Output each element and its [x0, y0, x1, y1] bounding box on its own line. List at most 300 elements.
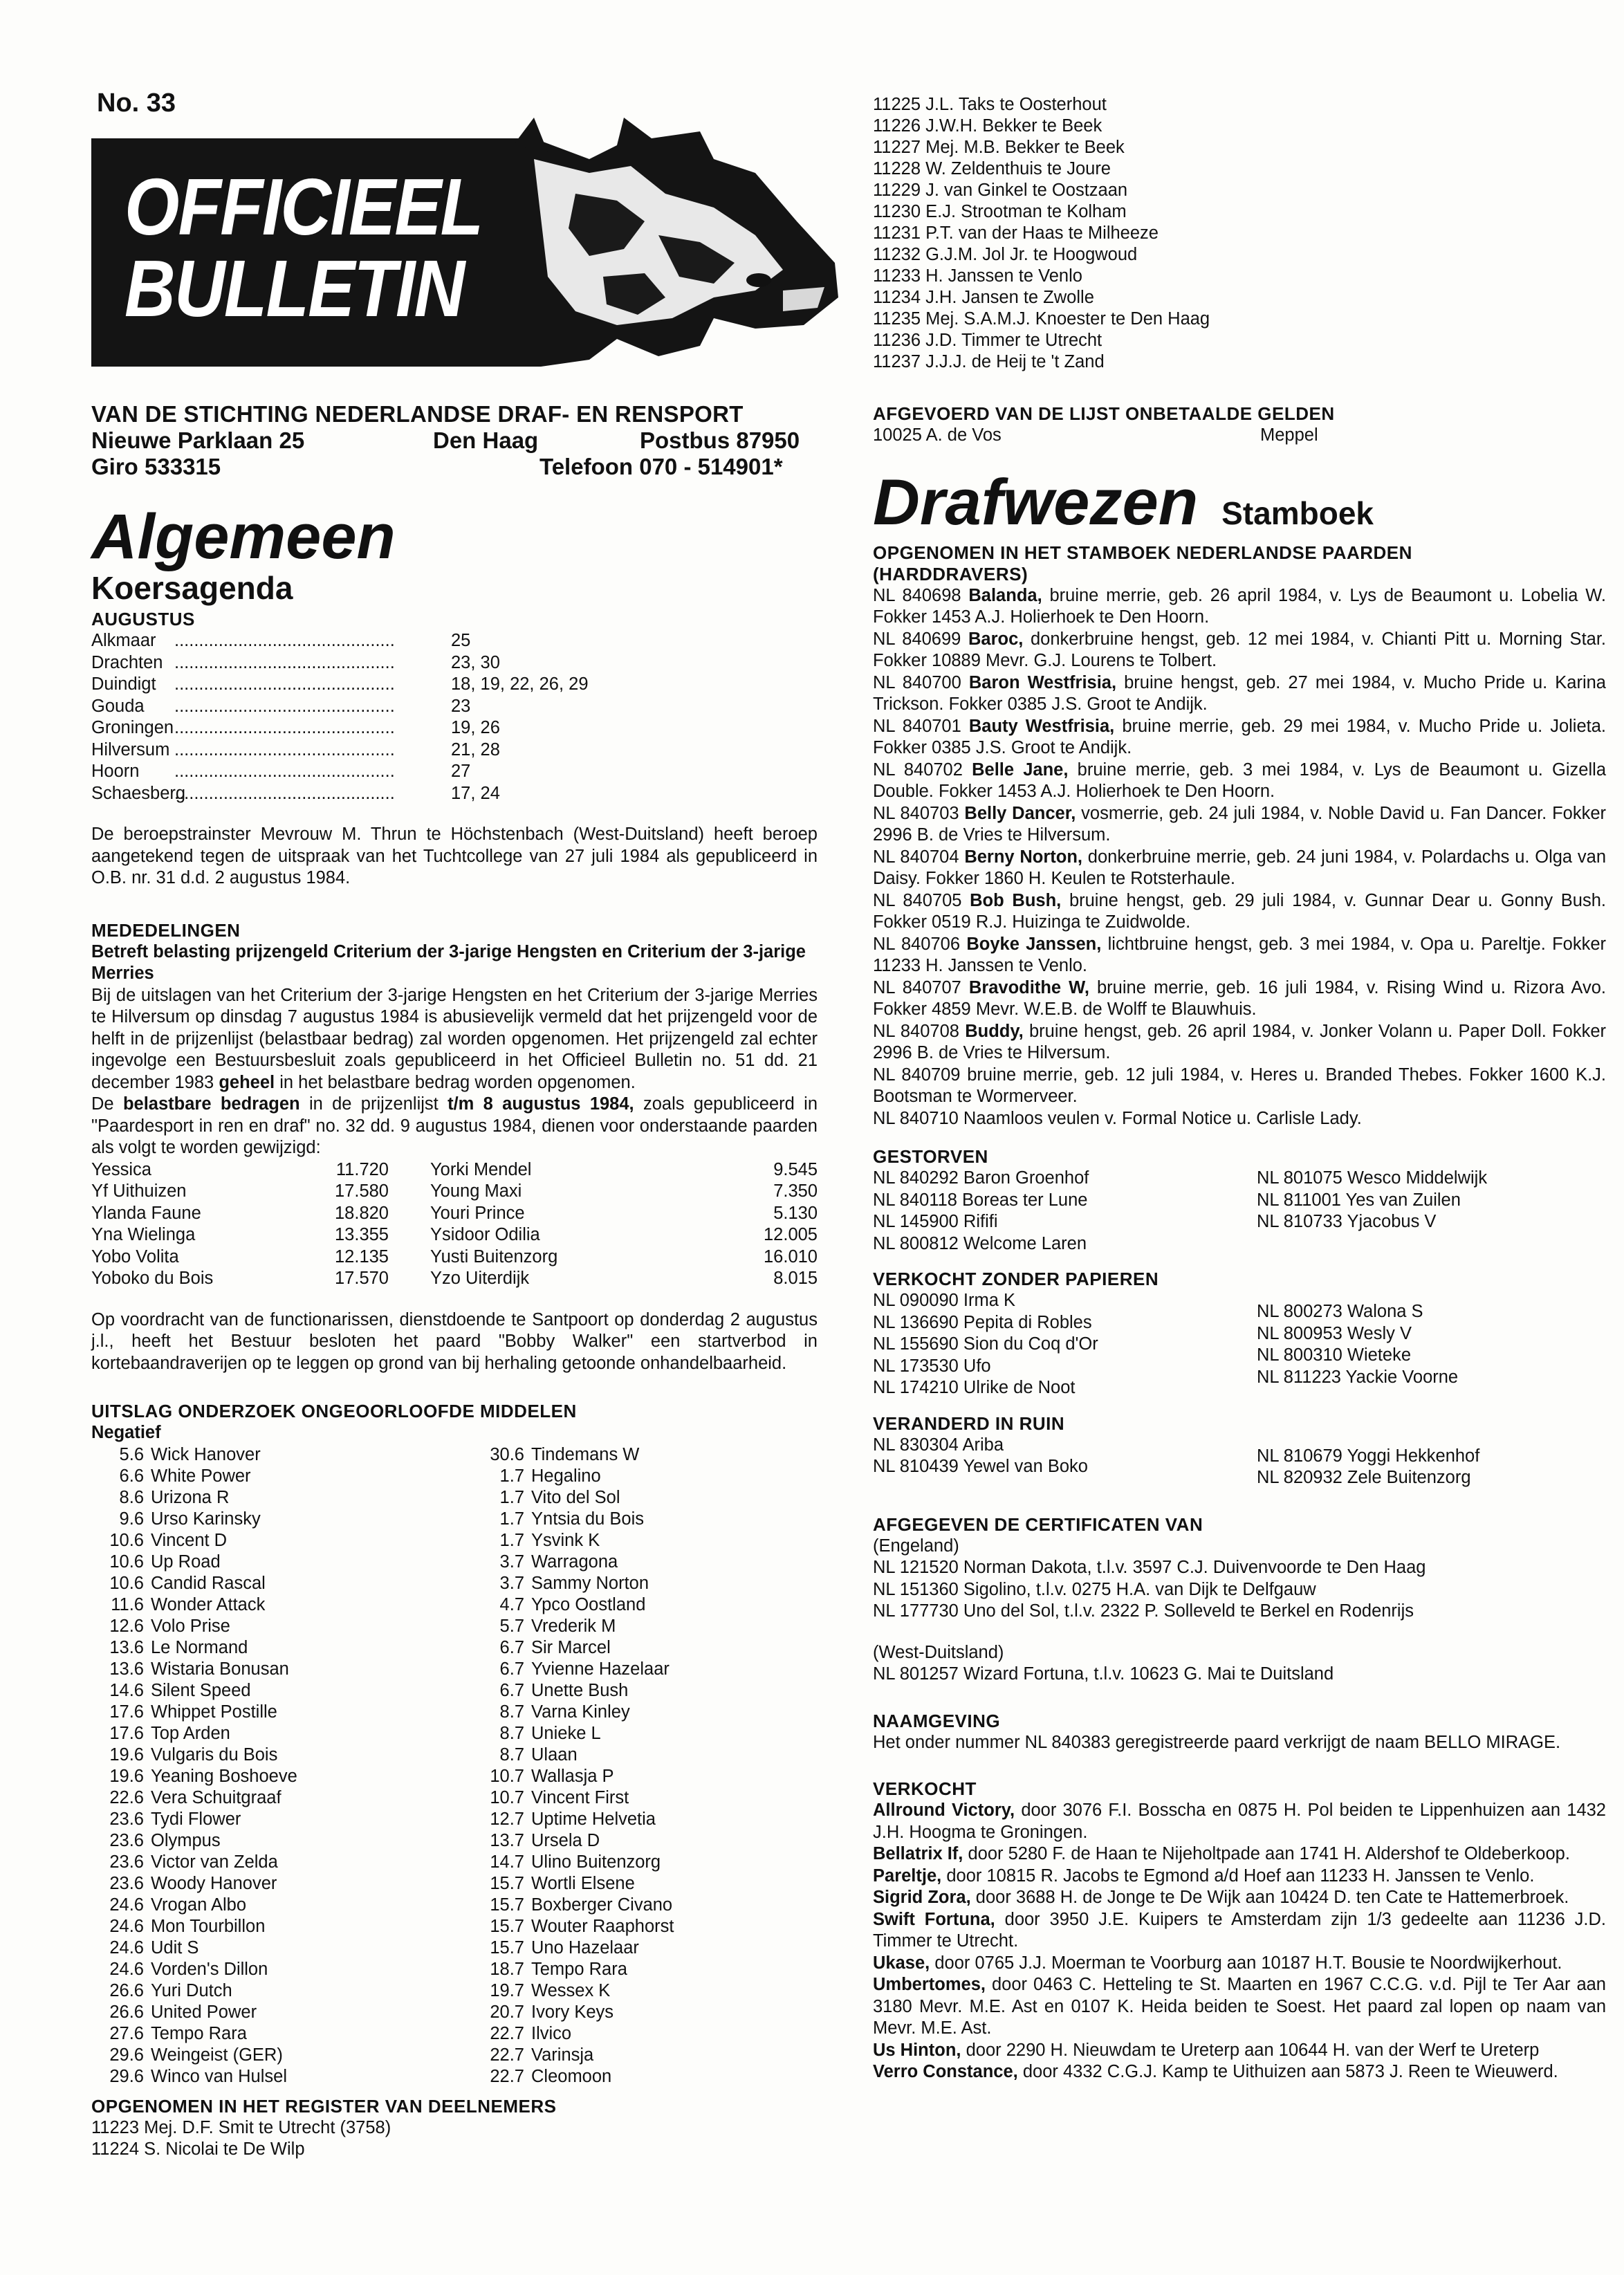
test-date: 10.7 [490, 1787, 524, 1807]
test-date: 8.7 [499, 1702, 524, 1722]
verkocht-text: door 2290 H. Nieuwdam te Ureterp aan 10644 H. van der Werf te Ureterp [966, 2040, 1540, 2060]
test-date: 17.6 [109, 1723, 144, 1743]
entry-number: NL 840705 [873, 890, 962, 910]
koersagenda-month: AUGUSTUS [91, 609, 195, 629]
horse-name: Bellatrix If, [873, 1844, 963, 1863]
horse-name: Top Arden [151, 1723, 230, 1743]
horse-name: Varinsja [531, 2045, 594, 2065]
verkocht-text: door 3950 J.E. Kuipers te Amsterdam zijn 1/3 gedeelte aan 11236 J.D. Timmer te Utrecht. [873, 1909, 1606, 1951]
entry-text: bruine merrie, geb. 29 mei 1984, v. Mucho Pride u. Jolieta. Fokker 0385 J.S. Groot te Andijk. [873, 716, 1607, 757]
stamboek-entry [873, 847, 1606, 890]
city: Den Haag [433, 427, 539, 453]
test-date: 23.6 [109, 1809, 144, 1829]
list-item [91, 1809, 472, 1830]
list-item [91, 1659, 472, 1680]
horse-name: Vincent First [531, 1787, 629, 1807]
test-date: 29.6 [109, 2045, 144, 2065]
list-item [472, 1702, 804, 1723]
test-date: 15.7 [490, 1895, 524, 1915]
list-item [91, 1766, 472, 1787]
register-list-left [91, 2117, 818, 2161]
section-subtitle-stamboek: Stamboek [1221, 495, 1374, 531]
list-item: NL 800953 Wesly V [1257, 1323, 1412, 1343]
address: Nieuwe Parklaan 25 [91, 427, 305, 453]
list-item [472, 1916, 804, 1937]
list-item: NL 800273 Walona S [1257, 1302, 1423, 1321]
list-item [91, 1551, 472, 1573]
test-date: 1.7 [499, 1530, 524, 1550]
entry-text: Naamloos veulen v. Formal Notice u. Carlisle Lady. [963, 1108, 1362, 1128]
uitslag-col-2 [472, 1444, 804, 2088]
entry-name: Boyke Janssen, [966, 934, 1102, 954]
list-item [91, 2002, 472, 2023]
horse-name: Volo Prise [151, 1616, 230, 1636]
list-item [91, 1916, 472, 1937]
entry-name: Baron Westfrisia, [968, 672, 1117, 692]
list-item: 11224 S. Nicolai te De Wilp [91, 2139, 305, 2159]
list-item [91, 1937, 472, 1959]
stamboek-entry [873, 890, 1606, 934]
verkocht-list [873, 1800, 1606, 2083]
list-item: NL 136690 Pepita di Robles [873, 1312, 1092, 1332]
horse-name: Vrederik M [531, 1616, 616, 1636]
list-item: NL 177730 Uno del Sol, t.l.v. 2322 P. Solleveld te Berkel en Rodenrijs [873, 1601, 1414, 1621]
horse-name: Vrogan Albo [151, 1895, 246, 1915]
entry-name: Bauty Westfrisia, [968, 716, 1115, 736]
uitslag-list [91, 1444, 818, 2088]
horse-name: Urizona R [151, 1487, 230, 1507]
list-item [472, 1937, 804, 1959]
list-item: 11232 G.J.M. Jol Jr. te Hoogwoud [873, 245, 1138, 264]
test-date: 20.7 [490, 2002, 524, 2022]
horse-name: Pareltje, [873, 1866, 942, 1886]
list-item [472, 1594, 804, 1616]
org-line: VAN DE STICHTING NEDERLANDSE DRAF- EN RENSPORT [91, 401, 744, 427]
list-item [91, 1573, 472, 1594]
horse-name: Olympus [151, 1830, 221, 1850]
test-date: 19.6 [109, 1766, 144, 1786]
horse-name: Wistaria Bonusan [151, 1659, 289, 1679]
list-item [91, 1830, 472, 1852]
list-item: 11228 W. Zeldenthuis te Joure [873, 159, 1111, 178]
horse-name: United Power [151, 2002, 257, 2022]
horse-name: Wallasja P [531, 1766, 614, 1786]
horse-name: Uno Hazelaar [531, 1937, 639, 1958]
stamboek-entry [873, 672, 1606, 716]
stamboek-heading: OPGENOMEN IN HET STAMBOEK NEDERLANDSE PAARDEN [873, 542, 1412, 563]
list-item: 11234 J.H. Jansen te Zwolle [873, 288, 1094, 307]
list-item: 11235 Mej. S.A.M.J. Knoester te Den Haag [873, 309, 1210, 329]
horse-name: Tindemans W [531, 1444, 640, 1464]
agenda-row: Hilversum ............................................. 21, 28 [91, 739, 500, 759]
horse-name: Urso Karinsky [151, 1509, 261, 1529]
stamboek-entry [873, 1065, 1606, 1108]
horse-name: Candid Rascal [151, 1573, 266, 1593]
horse-name: Warragona [531, 1551, 618, 1572]
horse-name: Varna Kinley [531, 1702, 630, 1722]
test-date: 14.6 [109, 1680, 144, 1700]
list-item: NL 810733 Yjacobus V [1257, 1212, 1437, 1231]
test-date: 14.7 [490, 1852, 524, 1872]
register-heading: OPGENOMEN IN HET REGISTER VAN DEELNEMERS [91, 2095, 557, 2117]
agenda-row: Hoorn ............................................. 27 [91, 762, 471, 781]
verkocht-heading: VERKOCHT [873, 1778, 977, 1799]
list-item [91, 1616, 472, 1637]
list-item [91, 1873, 472, 1895]
entry-name: Baroc, [968, 629, 1024, 649]
test-date: 10.6 [109, 1530, 144, 1550]
test-date: 12.6 [109, 1616, 144, 1636]
certificaten-heading: AFGEGEVEN DE CERTIFICATEN VAN [873, 1513, 1203, 1535]
list-item [91, 1744, 472, 1766]
list-item [472, 1980, 804, 2002]
list-item [472, 1444, 804, 1466]
horse-name: Uptime Helvetia [531, 1809, 656, 1829]
list-item: NL 840118 Boreas ter Lune [873, 1190, 1088, 1210]
test-date: 17.6 [109, 1702, 144, 1722]
list-item [472, 1873, 804, 1895]
entry-number: NL 840701 [873, 716, 961, 736]
verkocht-text: door 3076 F.I. Bosscha en 0875 H. Pol beiden te Lippenhuizen aan 1432 J.H. Hoogma te Groningen. [873, 1800, 1606, 1842]
test-date: 10.7 [490, 1766, 524, 1786]
agenda-row: Schaesberg ............................................. 17, 24 [91, 783, 500, 803]
list-item [472, 1509, 804, 1530]
afgevoerd-item: 10025 A. de Vos Meppel [873, 425, 1318, 445]
uitslag-sub: Negatief [91, 1423, 161, 1442]
list-item [91, 1594, 472, 1616]
list-item [472, 1959, 804, 1980]
list-item: 11237 J.J.J. de Heij te 't Zand [873, 352, 1105, 371]
list-item [91, 2045, 472, 2066]
table-row: Yf Uithuizen 17.580 Young Maxi 7.350 [91, 1181, 818, 1201]
title-line-1: OFFICIEEL [124, 162, 483, 252]
verkocht-text: door 0463 C. Hetteling te St. Maarten en 1967 C.C.G. v.d. Pijl te Ter Aar aan 3180 Mevr. M.E. Ast en 0107 K. Heida beiden te Soest. Het paard zal lopen op naam van Mevr. M.E. Ast. [873, 1975, 1606, 2038]
drafwezen-header [873, 466, 1606, 538]
entry-number: NL 840709 [873, 1065, 961, 1085]
stamboek-entry [873, 1108, 1606, 1130]
amounts-table [91, 1159, 818, 1290]
entry-text: lichtbruine hengst, geb. 3 mei 1984, v. Opa u. Pareltje. Fokker 11233 H. Janssen te Venlo. [873, 934, 1607, 975]
table-row: Yoboko du Bois 17.570 Yzo Uiterdijk 8.015 [91, 1269, 818, 1288]
horse-name: Yuri Dutch [151, 1980, 232, 2000]
list-item: NL 155690 Sion du Coq d'Or [873, 1334, 1098, 1354]
uitslag-heading: UITSLAG ONDERZOEK ONGEOORLOOFDE MIDDELEN [91, 1401, 577, 1421]
list-item: NL 811223 Yackie Voorne [1257, 1367, 1459, 1387]
test-date: 1.7 [499, 1509, 524, 1529]
horse-name: Whippet Postille [151, 1702, 277, 1722]
list-item: NL 811001 Yes van Zuilen [1257, 1190, 1461, 1210]
entry-text: bruine merrie, geb. 12 juli 1984, v. Heres u. Branded Thebes. Fokker 1600 K.J. Bootsman te Wormerveer. [873, 1065, 1606, 1106]
list-item: 11229 J. van Ginkel te Oostzaan [873, 181, 1128, 200]
section-title-algemeen: Algemeen [91, 501, 396, 572]
test-date: 5.6 [119, 1444, 144, 1464]
test-date: 26.6 [109, 2002, 144, 2022]
horse-name: Us Hinton, [873, 2040, 961, 2060]
test-date: 22.7 [490, 2066, 524, 2086]
mededelingen-subheading: Betreft belasting prijzengeld Criterium der 3-jarige Hengsten en Criterium der 3-jarige Merries [91, 941, 806, 983]
horse-name: Victor van Zelda [151, 1852, 278, 1872]
test-date: 6.6 [119, 1466, 144, 1486]
entry-number: NL 840699 [873, 629, 961, 649]
list-item [472, 1809, 804, 1830]
list-item [472, 1744, 804, 1766]
mededelingen-para2: De belastbare bedragen in de prijzenlijst t/m 8 augustus 1984, zoals gepubliceerd in "Paardesport in ren en draf" no. 32 dd. 9 augustus 1984, dienen voor onderstaande paarden als volgt te worden gewijzigd: [91, 1094, 818, 1157]
horse-name: Tydi Flower [151, 1809, 241, 1829]
test-date: 13.6 [109, 1637, 144, 1657]
list-item [472, 1466, 804, 1487]
list-item [91, 1787, 472, 1809]
list-item: 11227 Mej. M.B. Bekker te Beek [873, 138, 1125, 157]
list-item: NL 830304 Ariba [873, 1435, 1004, 1455]
table-row: Yna Wielinga 13.355 Ysidoor Odilia 12.005 [91, 1225, 818, 1244]
entry-name: Berny Norton, [964, 847, 1083, 867]
list-item [472, 2002, 804, 2023]
list-item: NL 121520 Norman Dakota, t.l.v. 3597 C.J. Duivenvoorde te Den Haag [873, 1558, 1426, 1577]
list-item [91, 1530, 472, 1551]
list-item [91, 1959, 472, 1980]
test-date: 1.7 [499, 1466, 524, 1486]
verkocht-item [873, 2040, 1606, 2062]
stamboek-entry [873, 803, 1606, 847]
verkocht-zp-heading: VERKOCHT ZONDER PAPIEREN [873, 1269, 1159, 1289]
test-date: 22.7 [490, 2023, 524, 2043]
horse-name: Vito del Sol [531, 1487, 620, 1507]
phone: Telefoon 070 - 514901* [539, 454, 783, 479]
horse-name: Unette Bush [531, 1680, 629, 1700]
test-date: 24.6 [109, 1959, 144, 1979]
stamboek-entry [873, 759, 1606, 803]
horse-name: Yeaning Boshoeve [151, 1766, 297, 1786]
table-row: Yobo Volita 12.135 Yusti Buitenzorg 16.010 [91, 1246, 818, 1267]
list-item: NL 801075 Wesco Middelwijk [1257, 1168, 1488, 1188]
horse-name: Boxberger Civano [531, 1895, 673, 1915]
test-date: 23.6 [109, 1852, 144, 1872]
entry-text: bruine hengst, geb. 29 juli 1984, v. Gunnar Dear u. Gonny Bush. Fokker 0519 R.J. Huizinga te Zuidwolde. [873, 890, 1606, 932]
naamgeving-text: Het onder nummer NL 840383 geregistreerde paard verkrijgt de naam BELLO MIRAGE. [873, 1732, 1561, 1752]
list-item [472, 1830, 804, 1852]
list-item [472, 1530, 804, 1551]
horse-name: Mon Tourbillon [151, 1916, 266, 1936]
entry-name: Buddy, [965, 1021, 1024, 1041]
horse-name: Ulaan [531, 1744, 578, 1765]
entry-number: NL 840704 [873, 847, 959, 867]
horse-name: Ilvico [531, 2023, 572, 2043]
list-item: 11223 Mej. D.F. Smit te Utrecht (3758) [91, 2117, 391, 2137]
entry-number: NL 840702 [873, 759, 963, 780]
test-date: 5.7 [499, 1616, 524, 1636]
list-item [91, 1637, 472, 1659]
section-title-drafwezen: Drafwezen [873, 465, 1199, 538]
list-item [472, 2066, 804, 2088]
horse-name: Winco van Hulsel [151, 2066, 287, 2086]
entry-text: donkerbruine hengst, geb. 12 mei 1984, v. Chianti Pitt u. Morning Star. Fokker 10889 Mevr. G.J. Lourens te Tolbert. [873, 629, 1607, 670]
list-item [91, 1487, 472, 1509]
list-item [472, 1573, 804, 1594]
stamboek-entry [873, 585, 1606, 629]
list-item: 11225 J.L. Taks te Oosterhout [873, 95, 1107, 114]
stamboek-sub: (HARDDRAVERS) [873, 563, 1028, 584]
list-item [472, 2045, 804, 2066]
horse-name: Unieke L [531, 1723, 601, 1743]
masthead-title [124, 162, 483, 333]
agenda-row: Drachten ............................................. 23, 30 [91, 652, 500, 672]
postbus: Postbus 87950 [640, 427, 800, 453]
mededelingen-para1: Bij de uitslagen van het Criterium der 3-jarige Hengsten en het Criterium der 3-jarige Merries te Hilversum op dinsdag 7 augustus 1984 is abusievelijk vermeld dat het prijzengeld voor de helft in de prijzenlijst (belastbaar bedrag) zal worden opgenomen. Het prijzengeld zal echter ingevolge een Bestuursbesluit zoals gepubliceerd in het Officieel Bulletin no. 51 dd. 21 december 1983 geheel in het belastbare bedrag worden opgenomen. [91, 985, 818, 1092]
test-date: 23.6 [109, 1873, 144, 1893]
horse-name: Ivory Keys [531, 2002, 614, 2022]
verkocht-item [873, 1953, 1606, 1975]
entry-name: Bob Bush, [970, 890, 1062, 910]
horse-name: Sigrid Zora, [873, 1888, 971, 1907]
test-date: 22.7 [490, 2045, 524, 2065]
stamboek-entry [873, 977, 1606, 1021]
horse-name: Wonder Attack [151, 1594, 266, 1614]
entry-number: NL 840707 [873, 977, 961, 997]
list-item [472, 1895, 804, 1916]
gestorven-list [873, 1168, 1606, 1255]
stamboek-entry [873, 629, 1606, 672]
test-date: 19.6 [109, 1744, 144, 1765]
list-item: NL 840292 Baron Groenhof [873, 1168, 1089, 1188]
entry-name: Belly Dancer, [964, 803, 1076, 823]
horse-name: Hegalino [531, 1466, 601, 1486]
test-date: 24.6 [109, 1937, 144, 1958]
horse-name: Vulgaris du Bois [151, 1744, 278, 1765]
verkocht-text: door 5280 F. de Haan te Nijeholtpade aan 1741 H. Aldershof te Oldeberkoop. [968, 1844, 1570, 1863]
list-item [472, 1551, 804, 1573]
list-item [91, 2066, 472, 2088]
list-item [472, 1659, 804, 1680]
entry-text: bruine merrie, geb. 16 juli 1984, v. Rising Wind u. Rizora Avo. Fokker 4859 Mevr. W.E.B. de Wolff te Blauwhuis. [873, 977, 1606, 1019]
list-item [91, 1852, 472, 1873]
verkocht-text: door 3688 H. de Jonge te De Wijk aan 10424 D. ten Cate te Hattemerbroek. [975, 1888, 1569, 1907]
horse-name: Le Normand [151, 1637, 248, 1657]
test-date: 6.7 [499, 1637, 524, 1657]
test-date: 10.6 [109, 1573, 144, 1593]
verkocht-item [873, 1866, 1606, 1888]
afgevoerd-heading: AFGEVOERD VAN DE LIJST ONBETAALDE GELDEN [873, 403, 1335, 424]
horse-name: White Power [151, 1466, 251, 1486]
list-item [472, 1616, 804, 1637]
list-item [472, 1487, 804, 1509]
list-item [91, 1509, 472, 1530]
test-date: 30.6 [490, 1444, 524, 1464]
horse-name: Udit S [151, 1937, 199, 1958]
stamboek-entries [873, 585, 1606, 1130]
verkocht-text: door 0765 J.J. Moerman te Voorburg aan 10187 H.T. Bousie te Noordwijkerhout. [934, 1953, 1562, 1973]
horse-name: Yvienne Hazelaar [531, 1659, 670, 1679]
entry-number: NL 840706 [873, 934, 961, 954]
horse-name: Ukase, [873, 1953, 930, 1973]
list-item [472, 1723, 804, 1744]
agenda-row: Duindigt ............................................. 18, 19, 22, 26, 29 [91, 674, 589, 694]
list-item: NL 800310 Wieteke [1257, 1345, 1412, 1365]
test-date: 23.6 [109, 1830, 144, 1850]
mededelingen-heading: MEDEDELINGEN [91, 919, 241, 941]
mededelingen-para3: Op voordracht van de functionarissen, dienstdoende te Santpoort op donderdag 2 augustus j.l., heeft het Bestuur besloten het paard "Bobby Walker" een startverbod in kortebaandraverijen op te leggen op grond van bij herhaling getoonde onhandelbaarheid. [91, 1309, 818, 1373]
certificaten-group-2: (West-Duitsland) [873, 1642, 1004, 1662]
certificaten-group-1: (Engeland) [873, 1536, 959, 1556]
list-item: 11226 J.W.H. Bekker te Beek [873, 116, 1102, 136]
stamboek-entry [873, 716, 1606, 759]
entry-number: NL 840708 [873, 1021, 959, 1041]
horse-name: Allround Victory, [873, 1800, 1015, 1820]
horse-name: Tempo Rara [531, 1959, 627, 1979]
agenda-row: Alkmaar ............................................. 25 [91, 631, 471, 650]
list-item: 11236 J.D. Timmer te Utrecht [873, 331, 1102, 350]
entry-name: Bravodithe W, [968, 977, 1089, 997]
test-date: 8.7 [499, 1744, 524, 1765]
verkocht-item [873, 1843, 1606, 1866]
list-item [472, 2023, 804, 2045]
list-item [472, 1637, 804, 1659]
agenda-row: Gouda ............................................. 23 [91, 696, 471, 716]
list-item: NL 145900 Rififi [873, 1212, 998, 1231]
horse-name: Ursela D [531, 1830, 600, 1850]
list-item [472, 1766, 804, 1787]
list-item [91, 1444, 472, 1466]
list-item [91, 1680, 472, 1702]
verkocht-zp-list [873, 1290, 1606, 1399]
list-item: NL 173530 Ufo [873, 1356, 991, 1376]
entry-number: NL 840700 [873, 672, 961, 692]
horse-name: Weingeist (GER) [151, 2045, 283, 2065]
entry-number: NL 840710 [873, 1108, 959, 1128]
horse-name: Wick Hanover [151, 1444, 261, 1464]
horse-name: Vera Schuitgraaf [151, 1787, 282, 1807]
horse-name: Woody Hanover [151, 1873, 277, 1893]
test-date: 15.7 [490, 1873, 524, 1893]
list-item [472, 1787, 804, 1809]
horse-name: Wessex K [531, 1980, 611, 2000]
list-item: 11233 H. Janssen te Venlo [873, 266, 1082, 286]
verkocht-item [873, 1800, 1606, 1843]
horse-name: Tempo Rara [151, 2023, 247, 2043]
list-item [91, 1702, 472, 1723]
list-item: NL 174210 Ulrike de Noot [873, 1378, 1076, 1397]
horse-name: Sir Marcel [531, 1637, 611, 1657]
list-item [91, 1980, 472, 2002]
list-item: NL 801257 Wizard Fortuna, t.l.v. 10623 G. Mai te Duitsland [873, 1664, 1334, 1684]
list-item [91, 1723, 472, 1744]
test-date: 19.7 [490, 1980, 524, 2000]
uitslag-col-1 [91, 1444, 472, 2088]
beroep-paragraph: De beroepstrainster Mevrouw M. Thrun te Höchstenbach (West-Duitsland) heeft beroep aangetekend tegen de uitspraak van het Tuchtcollege van 27 juli 1984 als gepubliceerd in O.B. nr. 31 d.d. 2 augustus 1984. [91, 825, 818, 887]
test-date: 10.6 [109, 1551, 144, 1572]
list-item [91, 1466, 472, 1487]
horse-name: Ysvink K [531, 1530, 600, 1550]
verkocht-item [873, 1909, 1606, 1953]
stamboek-entry [873, 934, 1606, 977]
list-item: 11230 E.J. Strootman te Kolham [873, 202, 1127, 221]
koersagenda-title: Koersagenda [91, 570, 293, 606]
test-date: 3.7 [499, 1573, 524, 1593]
koersagenda-list [91, 630, 617, 804]
test-date: 27.6 [109, 2023, 144, 2043]
horse-name: Sammy Norton [531, 1573, 649, 1593]
verkocht-item [873, 1887, 1606, 1909]
horse-name: Wouter Raaphorst [531, 1916, 674, 1936]
horse-name: Vorden's Dillon [151, 1959, 268, 1979]
test-date: 9.6 [119, 1509, 144, 1529]
list-item: NL 810679 Yoggi Hekkenhof [1257, 1446, 1480, 1466]
entry-text: donkerbruine merrie, geb. 24 juni 1984, v. Polardachs u. Olga van Daisy. Fokker 1860 H. Keulen te Rotsterhaule. [873, 847, 1606, 888]
test-date: 11.6 [111, 1594, 144, 1614]
horse-name: Umbertomes, [873, 1975, 986, 1994]
test-date: 13.6 [109, 1659, 144, 1679]
list-item: 11231 P.T. van der Haas te Milheeze [873, 223, 1159, 243]
list-item [91, 1895, 472, 1916]
